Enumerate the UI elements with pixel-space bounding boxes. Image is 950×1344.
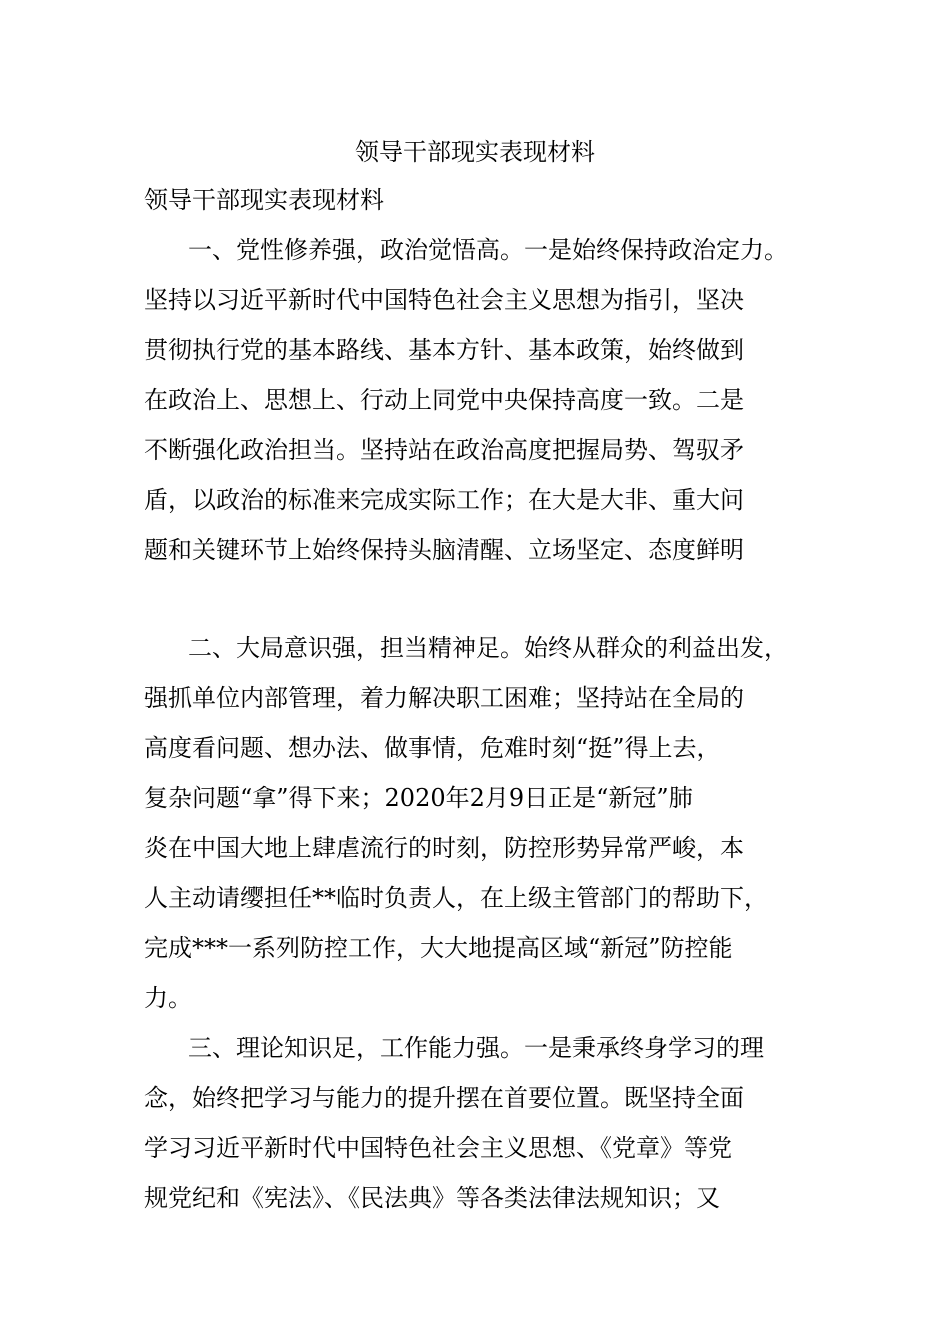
section-3-line: 学习习近平新时代中国特色社会主义思想、《党章》等党	[144, 1134, 732, 1162]
section-1-line: 不断强化政治担当。坚持站在政治高度把握局势、驾驭矛	[144, 436, 744, 464]
section-1-line: 贯彻执行党的基本路线、基本方针、基本政策，始终做到	[144, 336, 744, 364]
section-1-line: 题和关键环节上始终保持头脑清醒、立场坚定、态度鲜明	[144, 536, 744, 564]
section-1-line: 在政治上、思想上、行动上同党中央保持高度一致。二是	[144, 386, 744, 414]
section-2-line: 二、大局意识强，担当精神足。始终从群众的利益出发，	[188, 634, 788, 662]
document-title: 领导干部现实表现材料	[355, 138, 595, 166]
section-3-line: 三、理论知识足，工作能力强。一是秉承终身学习的理	[188, 1034, 764, 1062]
section-2-line: 高度看问题、想办法、做事情，危难时刻“挺”得上去，	[144, 734, 721, 762]
section-2-line: 复杂问题“拿”得下来；2020年2月9日正是“新冠”肺	[144, 784, 693, 812]
section-2-line: 炎在中国大地上肆虐流行的时刻，防控形势异常严峻，本	[144, 834, 744, 862]
section-2-line: 人主动请缨担任**临时负责人，在上级主管部门的帮助下，	[144, 884, 768, 912]
section-2-line: 强抓单位内部管理，着力解决职工困难；坚持站在全局的	[144, 684, 744, 712]
section-3-line: 规党纪和《宪法》、《民法典》等各类法律法规知识；又	[144, 1184, 720, 1212]
section-1-line: 盾，以政治的标准来完成实际工作；在大是大非、重大问	[144, 486, 744, 514]
section-1-line: 一、党性修养强，政治觉悟高。一是始终保持政治定力。	[188, 236, 788, 264]
section-1-line: 坚持以习近平新时代中国特色社会主义思想为指引，坚决	[144, 286, 744, 314]
section-2-line: 完成***一系列防控工作，大大地提高区域“新冠”防控能	[144, 934, 733, 962]
document-subtitle: 领导干部现实表现材料	[144, 186, 384, 214]
section-3-line: 念，始终把学习与能力的提升摆在首要位置。既坚持全面	[144, 1084, 744, 1112]
section-2-line: 力。	[144, 984, 192, 1012]
